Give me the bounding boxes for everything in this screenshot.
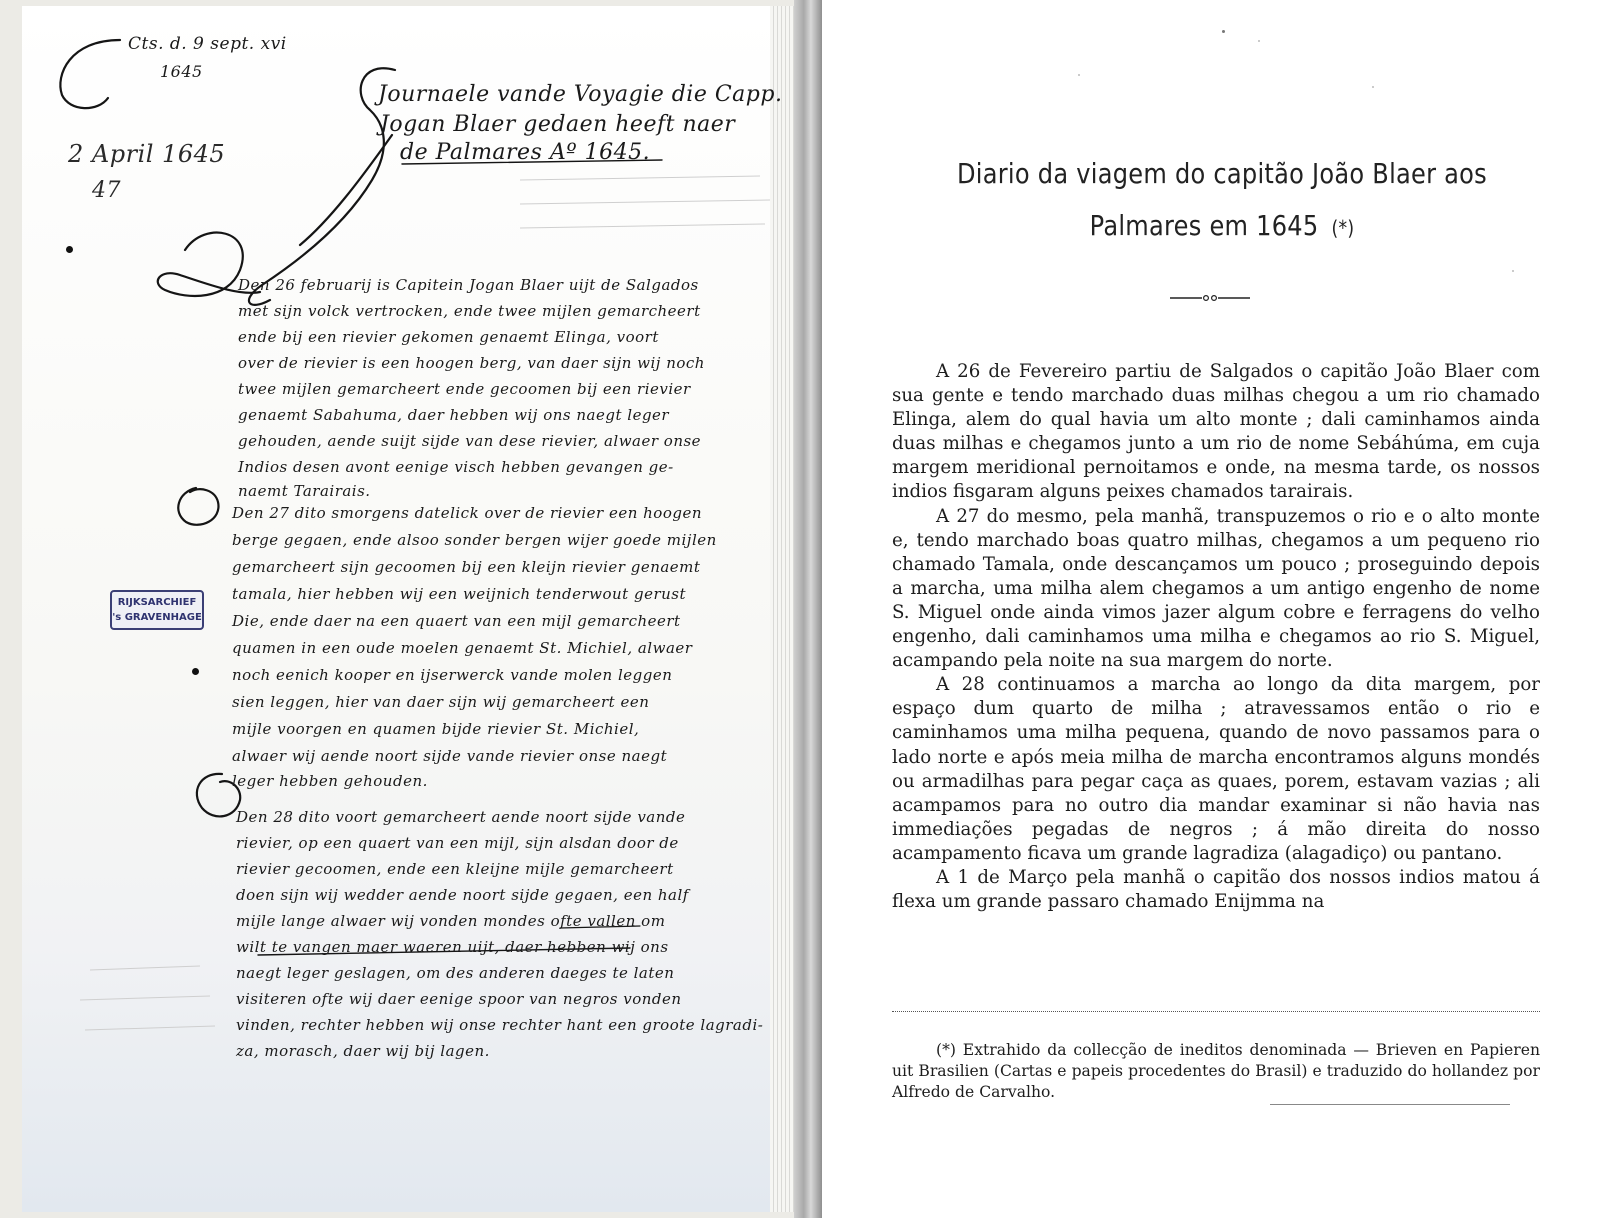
ms-line: doen sijn wij wedder aende noort sijde gegaen, een half (236, 886, 689, 904)
ms-line: gemarcheert sijn gecoomen bij een kleijn rievier genaemt (232, 558, 701, 576)
ms-line: Den 28 dito voort gemarcheert aende noort sijde vande (236, 808, 686, 826)
paragraph-3: A 28 continuamos a marcha ao longo da dita margem, por espaço dum quarto de milha ; atravessamos então o rio e caminhamos uma milha pequena, quando de novo passamos para o lado norte e após meia milha de marcha encontramos alguns mondés ou armadilhas para pegar caça as quaes, porem, estavam vazias ; ali acampamos para no outro dia mandar examinar si não havia nas immediações pegadas de negros ; á mão direita do nosso acampamento ficava um grande lagradiza (alagadiço) ou pantano. (892, 674, 1540, 864)
ms-line: alwaer wij aende noort sijde vande rievier onse naegt (232, 747, 668, 765)
title-footnote-mark: (*) (1331, 216, 1355, 240)
title-ornament (1170, 293, 1250, 303)
ms-line: naegt leger geslagen, om des anderen daeges te laten (236, 964, 675, 982)
ms-line: naemt Tarairais. (238, 482, 371, 500)
heading-line-1: Journaele vande Voyagie die Capp. (378, 82, 783, 107)
ms-line: ende bij een rievier gekomen genaemt Elinga, voort (238, 328, 659, 346)
stamp-line-2: 's GRAVENHAGE (112, 612, 202, 623)
archive-stamp (110, 590, 204, 630)
title-line-2: Palmares em 1645 (1089, 209, 1319, 242)
heading-line-2: Jogan Blaer gedaen heeft naer (380, 112, 736, 137)
ms-line: gehouden, aende suijt sijde van dese rievier, alwaer onse (238, 432, 702, 450)
paragraph-1: A 26 de Fevereiro partiu de Salgados o capitão João Blaer com sua gente e tendo marchado duas milhas chegou a um rio chamado Elinga, alem do qual havia um alto monte ; dali caminhamos ainda duas milhas e chegamos junto a um rio de nome Sebáhúma, em cuja margem meridional pernoitamos e onde, na mesma tarde, os nossos indios fisgaram alguns peixes chamados tarairais. (892, 361, 1540, 503)
page-title (930, 148, 1515, 254)
printed-page (822, 0, 1610, 1218)
title-line-1: Diario da viagem do capitão João Blaer aos (956, 157, 1487, 190)
ms-line: rievier, op een quaert van een mijl, sijn alsdan door de (236, 834, 679, 852)
ms-line: visiteren ofte wij daer eenige spoor van negros vonden (236, 990, 682, 1008)
ms-line: quamen in een oude moelen genaemt St. Michiel, alwaer (232, 639, 693, 657)
binding-spine (794, 0, 822, 1218)
ms-line: Den 26 februarij is Capitein Jogan Blaer uijt de Salgados (238, 276, 699, 294)
footnote-separator (892, 1011, 1540, 1012)
stamp-line-1: RIJKSARCHIEF (117, 597, 197, 608)
margin-number: 47 (92, 178, 121, 203)
heading-line-3: de Palmares Aº 1645. (400, 140, 651, 165)
ms-line: za, morasch, daer wij bij lagen. (236, 1042, 490, 1060)
ms-line: met sijn volck vertrocken, ende twee mijlen gemarcheert (238, 302, 701, 320)
ms-line: tamala, hier hebben wij een weijnich tenderwout gerust (232, 585, 687, 603)
ms-line: noch eenich kooper en ijserwerck vande molen leggen (232, 666, 673, 684)
paragraph-2: A 27 do mesmo, pela manhã, transpuzemos o rio e o alto monte e, tendo marchado boas quatro milhas, chegamos a um pequeno rio chamado Tamala, onde descançamos um pouco ; proseguindo depois a marcha, uma milha alem chegamos a um antigo engenho de nome S. Miguel onde ainda vimos jazer algum cobre e ferragens do velho engenho, dali caminhamos uma milha e chegamos ao rio S. Miguel, acampando pela noite na sua margem do norte. (892, 505, 1540, 672)
ink-dot (192, 668, 199, 675)
title-line-2-wrap (930, 200, 1515, 254)
ms-line: Den 27 dito smorgens datelick over de rievier een hoogen (232, 504, 702, 522)
ms-line: Indios desen avont eenige visch hebben gevangen ge- (238, 458, 674, 476)
ink-dot (66, 246, 73, 253)
margin-note-top: Cts. d. 9 sept. xvi (128, 34, 287, 54)
ms-line: berge gegaen, ende alsoo sonder bergen wijer goede mijlen (232, 531, 717, 549)
ms-line: mijle voorgen en quamen bijde rievier St. Michiel, (232, 720, 640, 738)
ms-line: wilt te vangen maer waeren uijt, daer hebben wij ons (236, 938, 669, 956)
footnote: (*) Extrahido da collecção de ineditos denominada — Brieven en Papieren uit Brasilien (Cartas e papeis procedentes do Brasil) e traduzido do hollandez por Alfredo de Carvalho. (892, 1041, 1540, 1101)
ms-line: twee mijlen gemarcheert ende gecoomen bij een rievier (238, 380, 691, 398)
margin-date: 2 April 1645 (68, 140, 226, 168)
ms-line: mijle lange alwaer wij vonden mondes ofte vallen om (236, 912, 666, 930)
ms-line: genaemt Sabahuma, daer hebben wij ons naegt leger (238, 406, 670, 424)
translation-body (892, 360, 1540, 914)
footnote-underline (1270, 1104, 1510, 1105)
ms-line: sien leggen, hier van daer sijn wij gemarcheert een (232, 693, 650, 711)
paragraph-4: A 1 de Março pela manhã o capitão dos nossos indios matou á flexa um grande passaro chamado Enijmma na (892, 866, 1540, 913)
ms-line: over de rievier is een hoogen berg, van daer sijn wij noch (238, 354, 705, 372)
ms-line: rievier gecoomen, ende een kleijne mijle gemarcheert (236, 860, 674, 878)
ms-line: leger hebben gehouden. (232, 772, 428, 790)
page-edges (770, 6, 794, 1212)
ms-line: Die, ende daer na een quaert van een mijl gemarcheert (232, 612, 681, 630)
margin-note-year: 1645 (160, 62, 203, 81)
ms-line: vinden, rechter hebben wij onse rechter hant een groote lagradi- (236, 1016, 764, 1034)
